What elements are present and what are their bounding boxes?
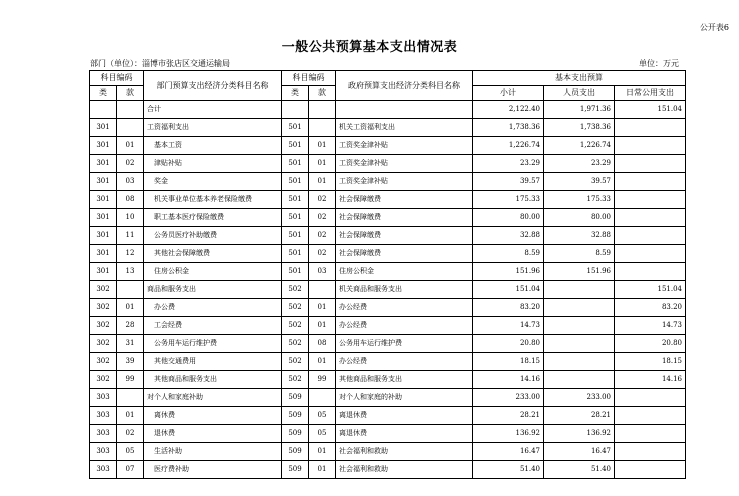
cell-gov-name: 社会保障缴费: [336, 227, 473, 245]
table-row: [90, 263, 686, 281]
cell-kuan: 11: [117, 227, 144, 245]
cell-gov-name: 社会保障缴费: [336, 245, 473, 263]
department-label: 部门（单位）：淄博市张店区交通运输局: [90, 59, 230, 68]
cell-daily: [615, 137, 686, 155]
cell-kuan: [117, 389, 144, 407]
cell-subtotal: 28.21: [473, 407, 544, 425]
cell-personnel: [544, 299, 615, 317]
table-row: [90, 155, 686, 173]
cell-subtotal: 1,738.36: [473, 119, 544, 137]
cell-gov-lei: 501: [282, 209, 309, 227]
cell-subtotal: 2,122.40: [473, 101, 544, 119]
table-row: [90, 317, 686, 335]
cell-gov-lei: 501: [282, 245, 309, 263]
cell-personnel: 1,738.36: [544, 119, 615, 137]
cell-gov-name: 办公经费: [336, 299, 473, 317]
cell-daily: 18.15: [615, 353, 686, 371]
cell-daily: [615, 209, 686, 227]
cell-subtotal: 136.92: [473, 425, 544, 443]
cell-gov-name: 工资奖金津补贴: [336, 137, 473, 155]
cell-daily: [615, 461, 686, 479]
cell-gov-lei: 509: [282, 443, 309, 461]
cell-kuan: 39: [117, 353, 144, 371]
cell-gov-name: 社会福利和救助: [336, 443, 473, 461]
cell-gov-lei: 501: [282, 137, 309, 155]
subtotal-header: 小计: [473, 86, 544, 101]
dept-code-group-header: 科目编码: [90, 71, 144, 86]
cell-lei: [90, 101, 117, 119]
cell-subtotal: 39.57: [473, 173, 544, 191]
table-row: [90, 461, 686, 479]
cell-personnel: 1,971.36: [544, 101, 615, 119]
cell-dept-name: 医疗费补助: [144, 461, 282, 479]
cell-lei: 301: [90, 155, 117, 173]
cell-personnel: [544, 281, 615, 299]
cell-dept-name: 退休费: [144, 425, 282, 443]
cell-gov-lei: 502: [282, 353, 309, 371]
cell-gov-name: 机关商品和服务支出: [336, 281, 473, 299]
cell-daily: 151.04: [615, 281, 686, 299]
cell-dept-name: 其他交通费用: [144, 353, 282, 371]
dept-name-header: 部门预算支出经济分类科目名称: [144, 71, 282, 101]
cell-kuan: 12: [117, 245, 144, 263]
cell-dept-name: 津贴补贴: [144, 155, 282, 173]
cell-personnel: 136.92: [544, 425, 615, 443]
cell-daily: [615, 191, 686, 209]
lei-header: 类: [90, 86, 117, 101]
cell-dept-name: 生活补助: [144, 443, 282, 461]
cell-subtotal: 151.04: [473, 281, 544, 299]
cell-gov-kuan: 08: [309, 335, 336, 353]
cell-gov-lei: 509: [282, 389, 309, 407]
table-row: [90, 335, 686, 353]
cell-personnel: 233.00: [544, 389, 615, 407]
cell-subtotal: 32.88: [473, 227, 544, 245]
cell-gov-name: 社会保障缴费: [336, 191, 473, 209]
cell-lei: 303: [90, 461, 117, 479]
cell-personnel: [544, 317, 615, 335]
daily-header: 日常公用支出: [615, 86, 686, 101]
cell-lei: 301: [90, 209, 117, 227]
page-title: 一般公共预算基本支出情况表: [281, 40, 458, 55]
cell-dept-name: 奖金: [144, 173, 282, 191]
cell-subtotal: 8.59: [473, 245, 544, 263]
cell-gov-kuan: 01: [309, 299, 336, 317]
cell-subtotal: 20.80: [473, 335, 544, 353]
table-row: [90, 227, 686, 245]
personnel-header: 人员支出: [544, 86, 615, 101]
cell-gov-kuan: 01: [309, 137, 336, 155]
cell-gov-lei: 501: [282, 227, 309, 245]
cell-gov-name: 其他商品和服务支出: [336, 371, 473, 389]
cell-gov-kuan: 99: [309, 371, 336, 389]
table-row: [90, 191, 686, 209]
cell-gov-name: 离退休费: [336, 407, 473, 425]
cell-kuan: 02: [117, 425, 144, 443]
cell-lei: 302: [90, 281, 117, 299]
cell-kuan: 01: [117, 137, 144, 155]
cell-gov-name: 社会福利和救助: [336, 461, 473, 479]
cell-daily: [615, 425, 686, 443]
cell-lei: 303: [90, 389, 117, 407]
cell-personnel: 32.88: [544, 227, 615, 245]
cell-gov-name: 社会保障缴费: [336, 209, 473, 227]
cell-gov-name: 公务用车运行维护费: [336, 335, 473, 353]
cell-lei: 301: [90, 263, 117, 281]
cell-lei: 302: [90, 371, 117, 389]
cell-subtotal: 151.96: [473, 263, 544, 281]
gov-name-header: 政府预算支出经济分类科目名称: [336, 71, 473, 101]
table-row: [90, 407, 686, 425]
cell-daily: 83.20: [615, 299, 686, 317]
cell-gov-lei: 501: [282, 173, 309, 191]
cell-subtotal: 23.29: [473, 155, 544, 173]
cell-dept-name: 基本工资: [144, 137, 282, 155]
table-row: [90, 353, 686, 371]
cell-dept-name: 其他社会保障缴费: [144, 245, 282, 263]
cell-gov-kuan: 01: [309, 173, 336, 191]
cell-gov-name: 住房公积金: [336, 263, 473, 281]
table-row: [90, 245, 686, 263]
cell-gov-lei: 502: [282, 281, 309, 299]
cell-gov-name: 机关工资福利支出: [336, 119, 473, 137]
cell-kuan: [117, 101, 144, 119]
table-row: [90, 443, 686, 461]
cell-dept-name: 职工基本医疗保险缴费: [144, 209, 282, 227]
cell-personnel: 1,226.74: [544, 137, 615, 155]
cell-gov-lei: 509: [282, 461, 309, 479]
cell-kuan: 07: [117, 461, 144, 479]
cell-kuan: 01: [117, 407, 144, 425]
cell-lei: 303: [90, 407, 117, 425]
cell-personnel: 8.59: [544, 245, 615, 263]
gov-lei-header: 类: [282, 86, 309, 101]
cell-personnel: 39.57: [544, 173, 615, 191]
cell-gov-kuan: 02: [309, 209, 336, 227]
cell-gov-name: 对个人和家庭的补助: [336, 389, 473, 407]
cell-daily: 14.73: [615, 317, 686, 335]
table-row: [90, 425, 686, 443]
cell-subtotal: 80.00: [473, 209, 544, 227]
cell-gov-kuan: [309, 101, 336, 119]
table-row: [90, 137, 686, 155]
cell-daily: 14.16: [615, 371, 686, 389]
cell-gov-name: 办公经费: [336, 353, 473, 371]
cell-subtotal: 233.00: [473, 389, 544, 407]
cell-gov-name: 离退休费: [336, 425, 473, 443]
cell-lei: 302: [90, 299, 117, 317]
cell-dept-name: 商品和服务支出: [144, 281, 282, 299]
table-row: [90, 101, 686, 119]
cell-daily: [615, 155, 686, 173]
cell-kuan: 02: [117, 155, 144, 173]
kuan-header: 款: [117, 86, 144, 101]
cell-lei: 303: [90, 443, 117, 461]
table-row: [90, 389, 686, 407]
cell-subtotal: 1,226.74: [473, 137, 544, 155]
cell-daily: [615, 227, 686, 245]
cell-kuan: 28: [117, 317, 144, 335]
cell-dept-name: 住房公积金: [144, 263, 282, 281]
page-tag: 公开表6: [699, 23, 729, 32]
cell-gov-kuan: 03: [309, 263, 336, 281]
cell-personnel: 80.00: [544, 209, 615, 227]
cell-subtotal: 16.47: [473, 443, 544, 461]
cell-kuan: 01: [117, 299, 144, 317]
cell-personnel: 51.40: [544, 461, 615, 479]
cell-lei: 301: [90, 245, 117, 263]
cell-lei: 301: [90, 137, 117, 155]
cell-lei: 302: [90, 317, 117, 335]
cell-lei: 301: [90, 227, 117, 245]
cell-kuan: 03: [117, 173, 144, 191]
cell-personnel: 16.47: [544, 443, 615, 461]
cell-subtotal: 14.73: [473, 317, 544, 335]
cell-gov-kuan: [309, 281, 336, 299]
cell-dept-name: 办公费: [144, 299, 282, 317]
basic-group-header: 基本支出预算: [473, 71, 686, 86]
cell-dept-name: 公务用车运行维护费: [144, 335, 282, 353]
gov-kuan-header: 款: [309, 86, 336, 101]
cell-daily: [615, 263, 686, 281]
cell-personnel: 23.29: [544, 155, 615, 173]
budget-table: [89, 70, 686, 479]
cell-personnel: [544, 335, 615, 353]
cell-personnel: 175.33: [544, 191, 615, 209]
cell-lei: 301: [90, 173, 117, 191]
cell-daily: 20.80: [615, 335, 686, 353]
cell-gov-lei: 501: [282, 119, 309, 137]
cell-daily: [615, 119, 686, 137]
cell-personnel: [544, 371, 615, 389]
cell-gov-kuan: 01: [309, 353, 336, 371]
cell-kuan: 10: [117, 209, 144, 227]
cell-subtotal: 175.33: [473, 191, 544, 209]
cell-personnel: 28.21: [544, 407, 615, 425]
cell-gov-name: [336, 101, 473, 119]
cell-personnel: [544, 353, 615, 371]
cell-gov-name: 工资奖金津补贴: [336, 173, 473, 191]
cell-gov-name: 工资奖金津补贴: [336, 155, 473, 173]
cell-dept-name: 工会经费: [144, 317, 282, 335]
cell-subtotal: 83.20: [473, 299, 544, 317]
table-row: [90, 371, 686, 389]
cell-daily: [615, 173, 686, 191]
cell-dept-name: 机关事业单位基本养老保险缴费: [144, 191, 282, 209]
cell-dept-name: 其他商品和服务支出: [144, 371, 282, 389]
cell-gov-kuan: 02: [309, 245, 336, 263]
cell-gov-name: 办公经费: [336, 317, 473, 335]
cell-gov-kuan: 05: [309, 407, 336, 425]
table-row: [90, 173, 686, 191]
cell-gov-kuan: 05: [309, 425, 336, 443]
cell-daily: [615, 389, 686, 407]
cell-subtotal: 51.40: [473, 461, 544, 479]
cell-gov-lei: 501: [282, 263, 309, 281]
cell-subtotal: 18.15: [473, 353, 544, 371]
cell-gov-kuan: 01: [309, 461, 336, 479]
cell-kuan: 13: [117, 263, 144, 281]
cell-gov-lei: 501: [282, 155, 309, 173]
cell-daily: [615, 443, 686, 461]
cell-dept-name: 合计: [144, 101, 282, 119]
cell-gov-lei: 502: [282, 299, 309, 317]
unit-label: 单位：万元: [639, 59, 679, 68]
cell-subtotal: 14.16: [473, 371, 544, 389]
table-row: [90, 299, 686, 317]
cell-kuan: [117, 119, 144, 137]
cell-gov-kuan: [309, 389, 336, 407]
cell-lei: 302: [90, 353, 117, 371]
cell-gov-lei: 509: [282, 407, 309, 425]
cell-lei: 301: [90, 119, 117, 137]
cell-gov-kuan: 02: [309, 191, 336, 209]
cell-kuan: [117, 281, 144, 299]
cell-gov-lei: 501: [282, 191, 309, 209]
cell-gov-lei: 502: [282, 317, 309, 335]
cell-dept-name: 工资福利支出: [144, 119, 282, 137]
cell-daily: [615, 245, 686, 263]
cell-daily: [615, 407, 686, 425]
cell-kuan: 08: [117, 191, 144, 209]
cell-gov-kuan: 01: [309, 317, 336, 335]
cell-gov-kuan: 01: [309, 443, 336, 461]
cell-lei: 302: [90, 335, 117, 353]
cell-lei: 301: [90, 191, 117, 209]
table-row: [90, 209, 686, 227]
gov-code-group-header: 科目编码: [282, 71, 336, 86]
cell-gov-kuan: 01: [309, 155, 336, 173]
cell-kuan: 05: [117, 443, 144, 461]
table-row: [90, 119, 686, 137]
cell-daily: 151.04: [615, 101, 686, 119]
cell-gov-kuan: 02: [309, 227, 336, 245]
cell-kuan: 31: [117, 335, 144, 353]
cell-personnel: 151.96: [544, 263, 615, 281]
cell-lei: 303: [90, 425, 117, 443]
table-row: [90, 281, 686, 299]
cell-gov-kuan: [309, 119, 336, 137]
cell-gov-lei: 502: [282, 335, 309, 353]
cell-gov-lei: 502: [282, 371, 309, 389]
cell-dept-name: 离休费: [144, 407, 282, 425]
cell-dept-name: 对个人和家庭补助: [144, 389, 282, 407]
cell-gov-lei: 509: [282, 425, 309, 443]
cell-kuan: 99: [117, 371, 144, 389]
cell-dept-name: 公务员医疗补助缴费: [144, 227, 282, 245]
cell-gov-lei: [282, 101, 309, 119]
